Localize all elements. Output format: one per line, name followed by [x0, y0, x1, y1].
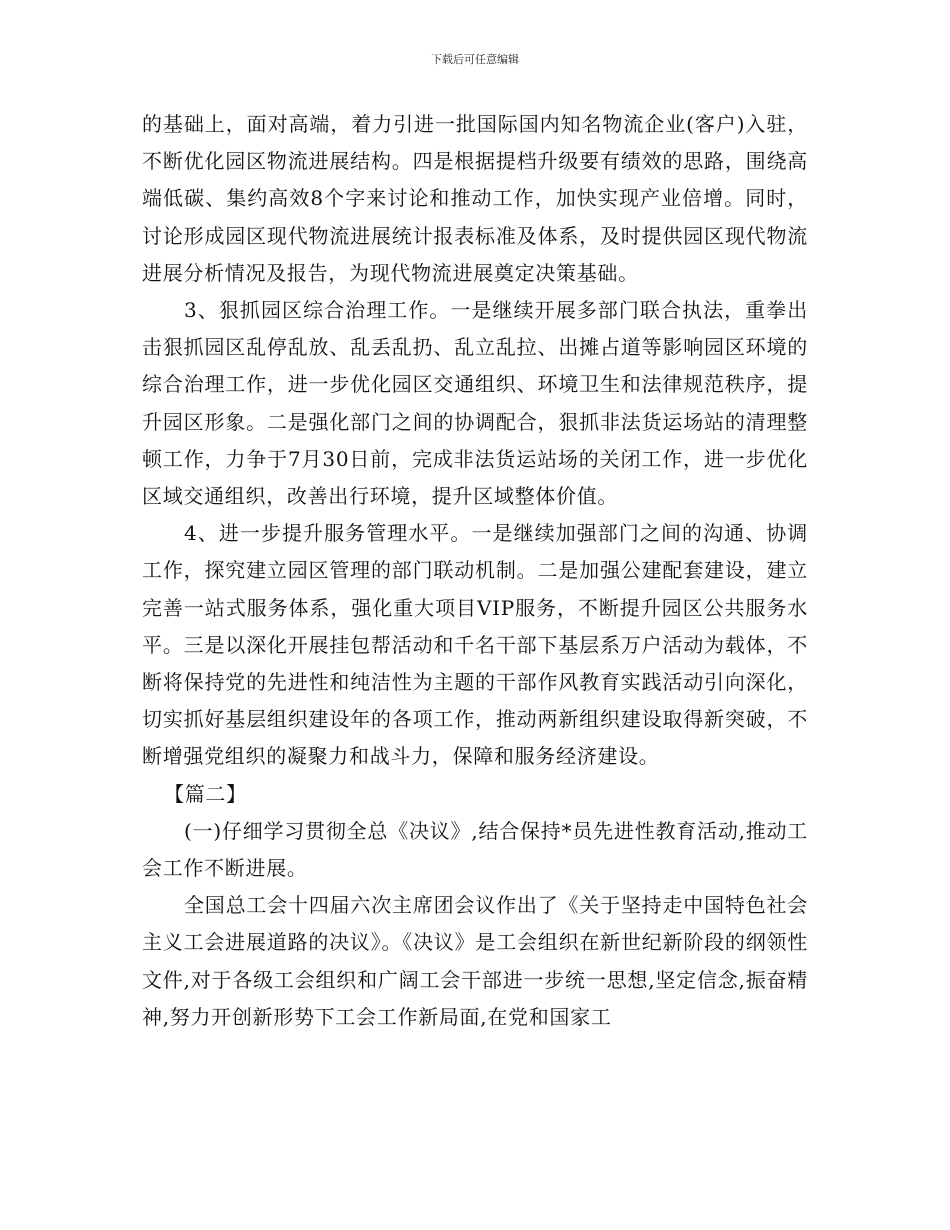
paragraph-subsection-1: (一)仔细学习贯彻全总《决议》,结合保持*员先进性教育活动,推动工会工作不断进展。: [142, 818, 808, 881]
section-heading: 【篇二】: [164, 781, 247, 806]
paragraph-continuation: 的基础上，面对高端，着力引进一批国际国内知名物流企业(客户)入驻，不断优化园区物流进展结构。四是根据提档升级要有绩效的思路，围绕高端低碳、集约高效8个字来讨论和推动工作，加快实现产业倍增。同时，讨论形成园区现代物流进展统计报表标准及体系，及时提供园区现代物流进展分析情况及报告，为现代物流进展奠定决策基础。: [142, 112, 808, 285]
document-body: [142, 106, 808, 1036]
paragraph-body: 全国总工会十四届六次主席团会议作出了《关于坚持走中国特色社会主义工会进展道路的决议》。《决议》是工会组织在新世纪新阶段的纲领性文件,对于各级工会组织和广阔工会干部进一步统一思想,坚定信念,振奋精神,努力开创新形势下工会工作新局面,在党和国家工: [142, 893, 808, 1029]
paragraph-item-3: 3、狠抓园区综合治理工作。一是继续开展多部门联合执法，重拳出击狠抓园区乱停乱放、乱丢乱扔、乱立乱拉、出摊占道等影响园区环境的综合治理工作，进一步优化园区交通组织、环境卫生和法律规范秩序，提升园区形象。二是强化部门之间的协调配合，狠抓非法货运场站的清理整顿工作，力争于7月30日前，完成非法货运站场的关闭工作，进一步优化区域交通组织，改善出行环境，提升区域整体价值。: [142, 298, 808, 509]
paragraph-item-4: 4、进一步提升服务管理水平。一是继续加强部门之间的沟通、协调工作，探究建立园区管理的部门联动机制。二是加强公建配套建设，建立完善一站式服务体系，强化重大项目VIP服务，不断提升园区公共服务水平。三是以深化开展挂包帮活动和千名干部下基层系万户活动为载体，不断将保持党的先进性和纯洁性为主题的干部作风教育实践活动引向深化，切实抓好基层组织建设年的各项工作，推动两新组织建设取得新突破，不断增强党组织的凝聚力和战斗力，保障和服务经济建设。: [142, 521, 808, 769]
page-header: 下载后可任意编辑: [431, 53, 519, 66]
